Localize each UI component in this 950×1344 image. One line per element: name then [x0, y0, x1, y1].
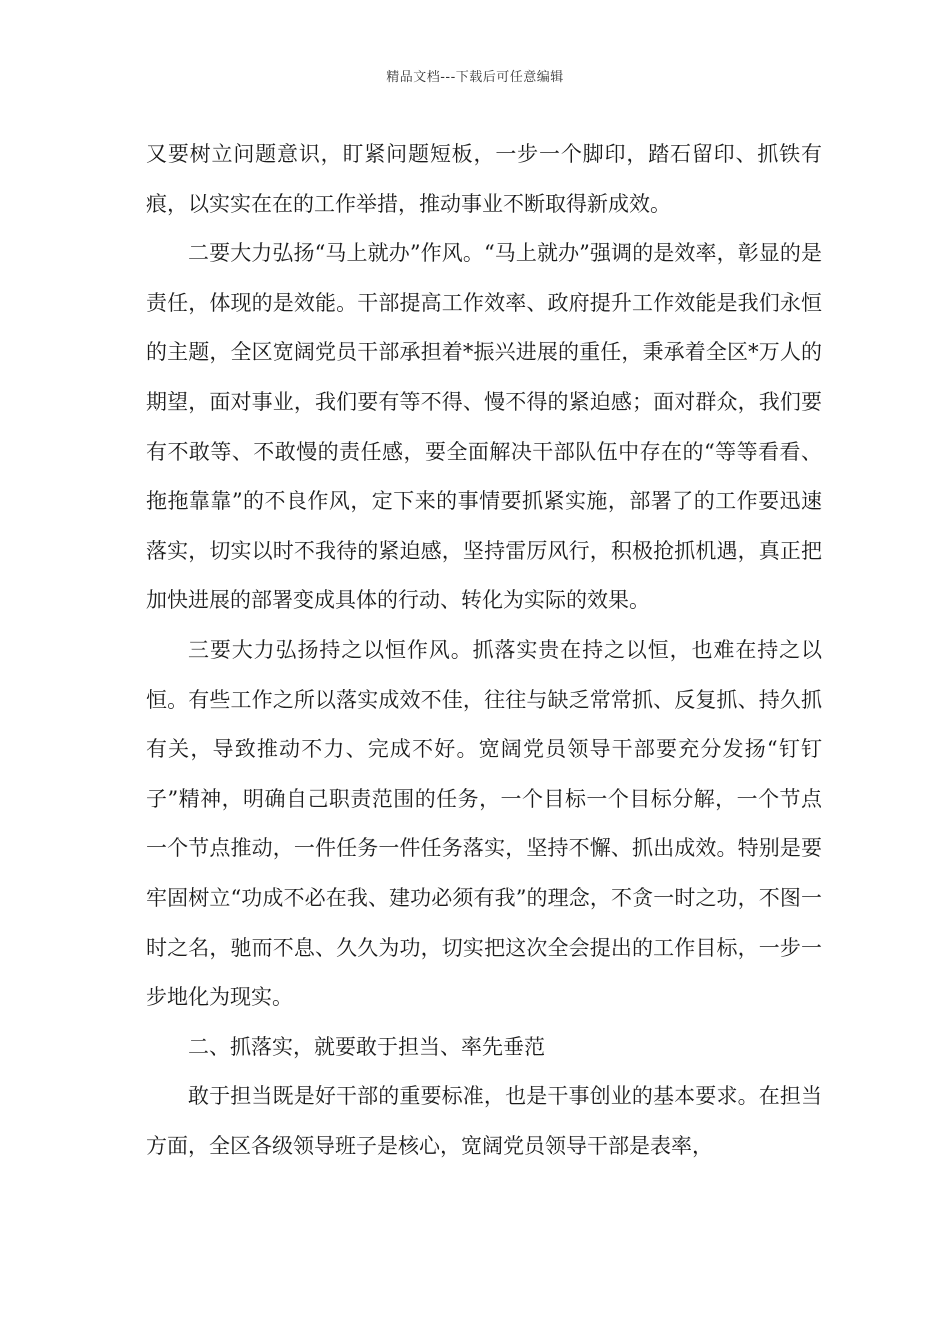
paragraph: 二要大力弘扬“马上就办”作风。“马上就办”强调的是效率，彰显的是责任，体现的是效能。干部提高工作效率、政府提升工作效能是我们永恒的主题，全区宽阔党员干部承担着*振兴进展的重任，秉承着全区*万人的期望，面对事业，我们要有等不得、慢不得的紧迫感；面对群众，我们要有不敢等、不敢慢的责任感，要全面解决干部队伍中存在的“等等看看、拖拖靠靠”的不良作风，定下来的事情要抓紧实施，部署了的工作要迅速落实，切实以时不我待的紧迫感，坚持雷厉风行，积极抢抓机遇，真正把加快进展的部署变成具体的行动、转化为实际的效果。	[146, 241, 822, 613]
page-header: 精品文档---下载后可任意编辑	[386, 70, 564, 85]
paragraph: 三要大力弘扬持之以恒作风。抓落实贵在持之以恒，也难在持之以恒。有些工作之所以落实成效不佳，往往与缺乏常常抓、反复抓、持久抓有关，导致推动不力、完成不好。宽阔党员领导干部要充分发扬“钉钉子”精神，明确自己职责范围的任务，一个目标一个目标分解，一个节点一个节点推动，一件任务一件任务落实，坚持不懈、抓出成效。特别是要牢固树立“功成不必在我、建功必须有我”的理念，不贪一时之功，不图一时之名，驰而不息、久久为功，切实把这次全会提出的工作目标，一步一步地化为现实。	[146, 637, 822, 1010]
section-heading: 二、抓落实，就要敢于担当、率先垂范	[188, 1034, 545, 1059]
paragraph: 敢于担当既是好干部的重要标准，也是干事创业的基本要求。在担当方面，全区各级领导班子是核心，宽阔党员领导干部是表率，	[146, 1084, 822, 1158]
document-body	[146, 130, 822, 1171]
paragraph: 又要树立问题意识，盯紧问题短板，一步一个脚印，踏石留印、抓铁有痕，以实实在在的工作举措，推动事业不断取得新成效。	[146, 142, 822, 216]
